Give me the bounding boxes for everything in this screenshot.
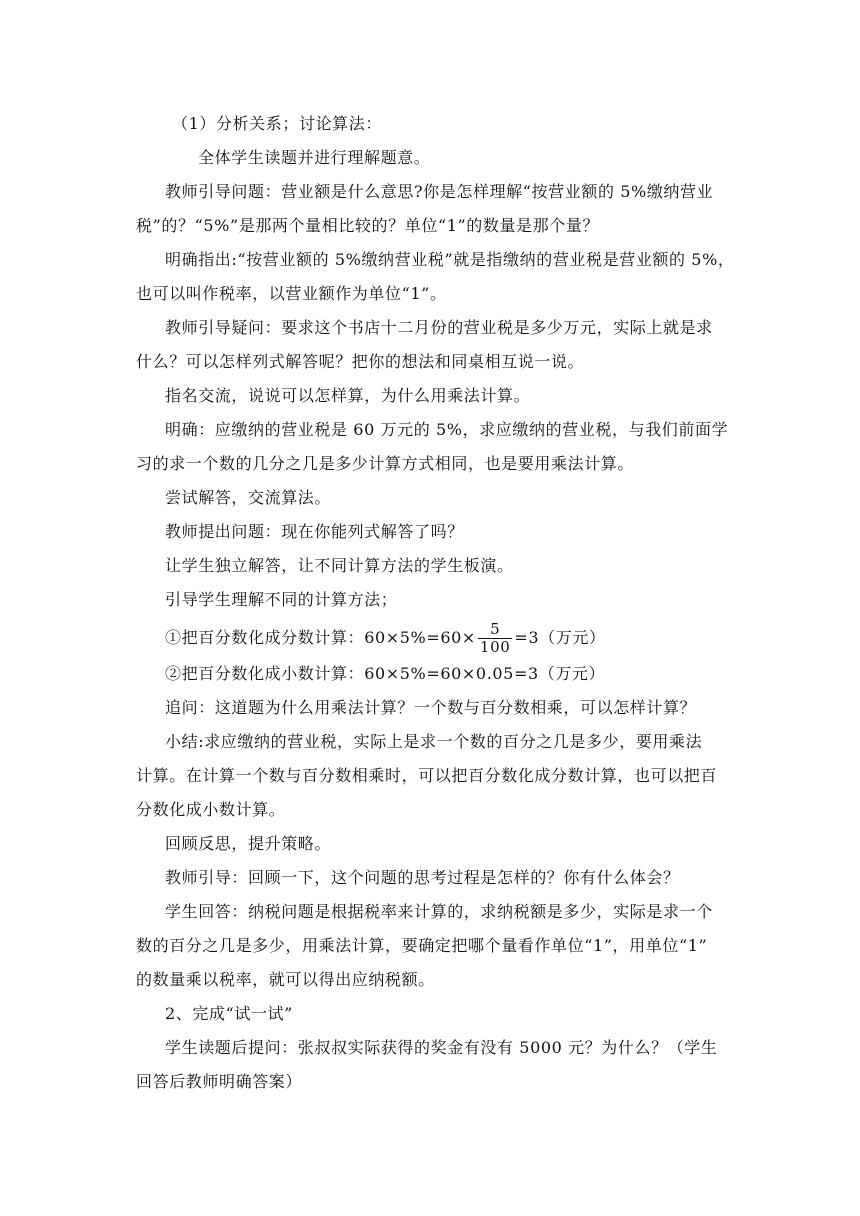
paragraph-line: 计算。在计算一个数与百分数相乘时，可以把百分数化成分数计算，也可以把百: [136, 766, 718, 785]
formula-decimal-line: ②把百分数化成小数计算：60×5%=60×0.05=3（万元）: [165, 664, 606, 683]
paragraph-line: 学生读题后提问：张叔叔实际获得的奖金有没有 5000 元？为什么？（学生: [165, 1038, 718, 1057]
paragraph-line: 教师引导：回顾一下，这个问题的思考过程是怎样的？你有什么体会？: [165, 868, 680, 887]
paragraph-line: 教师引导问题：营业额是什么意思?你是怎样理解“按营业额的 5%缴纳营业: [165, 182, 714, 201]
paragraph-line: 什么？可以怎样列式解答呢？把你的想法和同桌相互说一说。: [136, 352, 585, 371]
paragraph-line: 明确指出:“按营业额的 5%缴纳营业税”就是指缴纳的营业税是营业额的 5%，: [165, 250, 735, 269]
formula-suffix: =3（万元）: [514, 628, 606, 647]
section-heading: 2、完成“试一试”: [165, 1004, 293, 1023]
paragraph-line: 税”的？“5%”是那两个量相比较的？单位“1”的数量是那个量？: [136, 216, 600, 235]
paragraph-line: 学生回答：纳税问题是根据税率来计算的，求纳税额是多少，实际是求一个: [165, 902, 713, 921]
paragraph-line: 回顾反思，提升策略。: [165, 834, 332, 853]
paragraph-line: 尝试解答，交流算法。: [165, 488, 332, 507]
paragraph-line: 教师引导疑问：要求这个书店十二月份的营业税是多少万元，实际上就是求: [165, 318, 713, 337]
paragraph-line: 数的百分之几是多少，用乘法计算，要确定把哪个量看作单位“1”，用单位“1”: [136, 936, 708, 955]
paragraph-line: 明确：应缴纳的营业税是 60 万元的 5%，求应缴纳的营业税，与我们前面学: [165, 420, 729, 439]
paragraph-line: 习的求一个数的几分之几是多少计算方式相同，也是要用乘法计算。: [136, 454, 635, 473]
fraction: [478, 621, 512, 656]
paragraph-line: 追问：这道题为什么用乘法计算？一个数与百分数相乘，可以怎样计算？: [165, 698, 697, 717]
formula-prefix: ①把百分数化成分数计算：60×5%=60×: [165, 628, 476, 647]
paragraph-line: 让学生独立解答，让不同计算方法的学生板演。: [165, 556, 514, 575]
paragraph-line: 引导学生理解不同的计算方法；: [165, 590, 398, 609]
paragraph-line: 教师提出问题：现在你能列式解答了吗？: [165, 522, 464, 541]
paragraph-line: 也可以叫作税率，以营业额作为单位“1”。: [136, 284, 447, 303]
paragraph-line: 全体学生读题并进行理解题意。: [198, 148, 431, 167]
paragraph-line: 指名交流，说说可以怎样算，为什么用乘法计算。: [165, 386, 531, 405]
formula-fraction-line: [165, 620, 606, 656]
paragraph-line: 小结:求应缴纳的营业税，实际上是求一个数的百分之几是多少，要用乘法: [165, 732, 703, 751]
section-heading: （1）分析关系；讨论算法：: [172, 114, 382, 133]
fraction-numerator: 5: [490, 620, 501, 638]
paragraph-line: 回答后教师明确答案）: [136, 1072, 303, 1091]
paragraph-line: 的数量乘以税率，就可以得出应纳税额。: [136, 970, 435, 989]
paragraph-line: 分数化成小数计算。: [136, 800, 286, 819]
fraction-denominator: 100: [479, 638, 511, 656]
